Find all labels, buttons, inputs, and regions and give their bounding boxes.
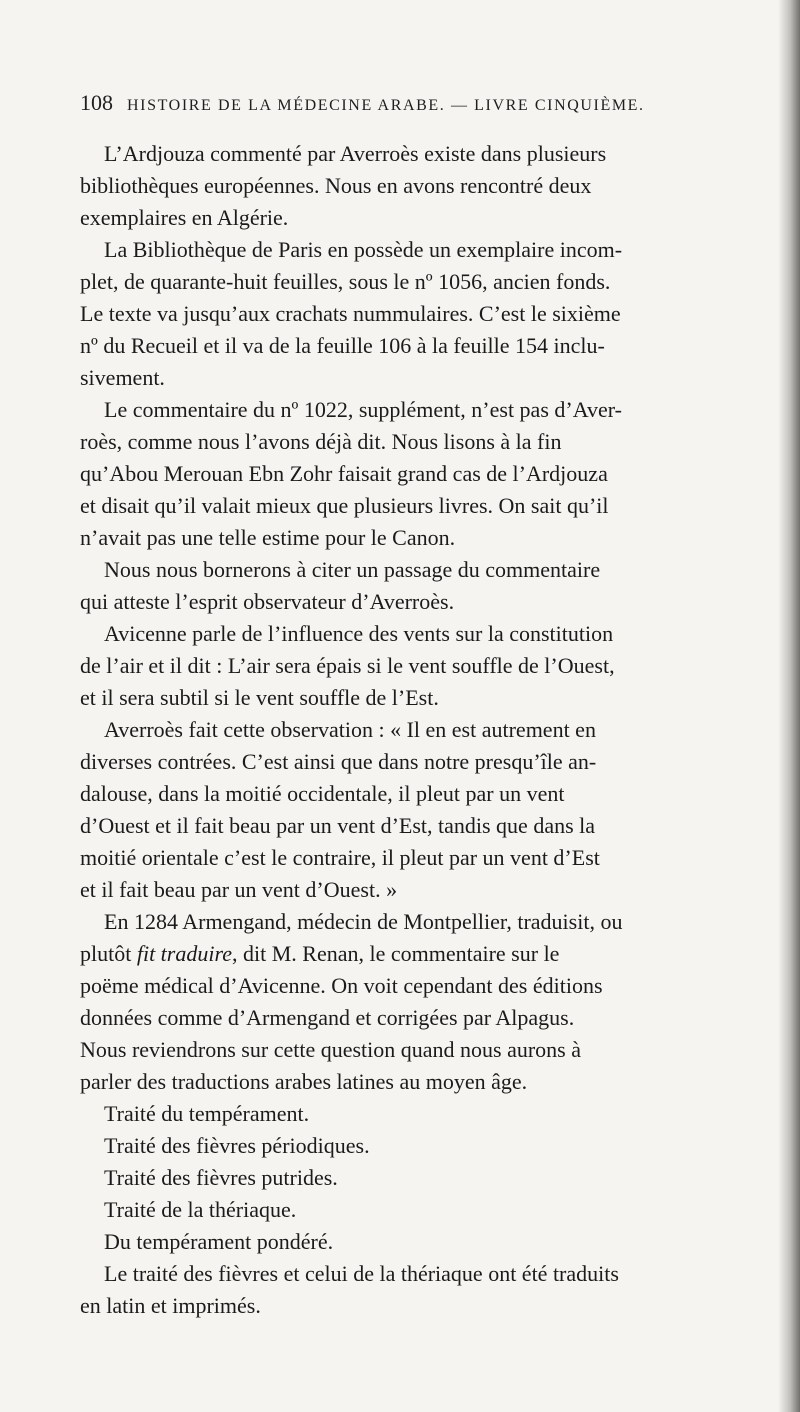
text-line: Le texte va jusqu’aux crachats nummulaires. C’est le sixième xyxy=(80,301,621,326)
treatise-item xyxy=(80,1098,752,1130)
text-line: n’avait pas une telle estime pour le Canon. xyxy=(80,525,456,550)
paragraph-paris-library xyxy=(80,234,752,394)
text-line: diverses contrées. C’est ainsi que dans notre presqu’île an- xyxy=(80,749,597,774)
body-text xyxy=(80,138,752,1322)
treatise-title: Traité des fièvres putrides. xyxy=(104,1165,338,1190)
running-title: HISTOIRE DE LA MÉDECINE ARABE. — LIVRE CINQUIÈME. xyxy=(127,97,645,114)
text-line: plet, de quarante-huit feuilles, sous le nº 1056, ancien fonds. xyxy=(80,269,611,294)
text-line: de l’air et il dit : L’air sera épais si le vent souffle de l’Ouest, xyxy=(80,653,615,678)
text-line: sivement. xyxy=(80,365,165,390)
text-line-with-italic: plutôt fit traduire, dit M. Renan, le commentaire sur le xyxy=(80,941,560,966)
text-line: moitié orientale c’est le contraire, il pleut par un vent d’Est xyxy=(80,845,600,870)
text-line: exemplaires en Algérie. xyxy=(80,205,289,230)
text-line: La Bibliothèque de Paris en possède un exemplaire incom- xyxy=(104,237,623,262)
text-line: nº du Recueil et il va de la feuille 106 à la feuille 154 inclu- xyxy=(80,333,605,358)
treatise-title: Traité du tempérament. xyxy=(104,1101,310,1126)
paragraph-armengand-translation xyxy=(80,906,752,1098)
text-line: Avicenne parle de l’influence des vents sur la constitution xyxy=(104,621,614,646)
running-header xyxy=(80,90,720,120)
text-line: Nous reviendrons sur cette question quand nous aurons à xyxy=(80,1037,582,1062)
page-number: 108 xyxy=(80,90,113,115)
paragraph-avicenne-winds xyxy=(80,618,752,714)
text-line: En 1284 Armengand, médecin de Montpellier, traduisit, ou xyxy=(104,909,623,934)
treatise-title: Traité des fièvres périodiques. xyxy=(104,1133,370,1158)
text-line: Nous nous bornerons à citer un passage du commentaire xyxy=(104,557,601,582)
text-line: Averroès fait cette observation : « Il en est autrement en xyxy=(104,717,596,742)
text-line: données comme d’Armengand et corrigées par Alpagus. xyxy=(80,1005,575,1030)
treatise-title: Du tempérament pondéré. xyxy=(104,1229,334,1254)
text-line: roès, comme nous l’avons déjà dit. Nous lisons à la fin xyxy=(80,429,562,454)
text-line: et il fait beau par un vent d’Ouest. » xyxy=(80,877,398,902)
text-line: parler des traductions arabes latines au moyen âge. xyxy=(80,1069,528,1094)
treatise-item xyxy=(80,1162,752,1194)
text-line: en latin et imprimés. xyxy=(80,1293,261,1318)
text-line: L’Ardjouza commenté par Averroès existe dans plusieurs xyxy=(104,141,607,166)
text-line: et disait qu’il valait mieux que plusieurs livres. On sait qu’il xyxy=(80,493,609,518)
text-line: bibliothèques européennes. Nous en avons rencontré deux xyxy=(80,173,592,198)
page-gutter-shadow xyxy=(778,0,800,1412)
text-line: dalouse, dans la moitié occidentale, il pleut par un vent xyxy=(80,781,565,806)
text-line: et il sera subtil si le vent souffle de l’Est. xyxy=(80,685,439,710)
treatise-title: Traité de la thériaque. xyxy=(104,1197,297,1222)
text-line: poëme médical d’Avicenne. On voit cependant des éditions xyxy=(80,973,603,998)
paragraph-passage-intro xyxy=(80,554,752,618)
treatise-item xyxy=(80,1226,752,1258)
text-line: Le commentaire du nº 1022, supplément, n’est pas d’Aver- xyxy=(104,397,622,422)
paragraph-ardjouza-copies xyxy=(80,138,752,234)
text-line: qu’Abou Merouan Ebn Zohr faisait grand cas de l’Ardjouza xyxy=(80,461,608,486)
text-line: Le traité des fièvres et celui de la thériaque ont été traduits xyxy=(104,1261,619,1286)
paragraph-commentary-1022 xyxy=(80,394,752,554)
italic-phrase: fit traduire xyxy=(136,941,232,966)
text-line: d’Ouest et il fait beau par un vent d’Est, tandis que dans la xyxy=(80,813,596,838)
paragraph-averroes-observation xyxy=(80,714,752,906)
treatise-item xyxy=(80,1130,752,1162)
paragraph-closing xyxy=(80,1258,752,1322)
text-line: qui atteste l’esprit observateur d’Averroès. xyxy=(80,589,455,614)
treatise-item xyxy=(80,1194,752,1226)
